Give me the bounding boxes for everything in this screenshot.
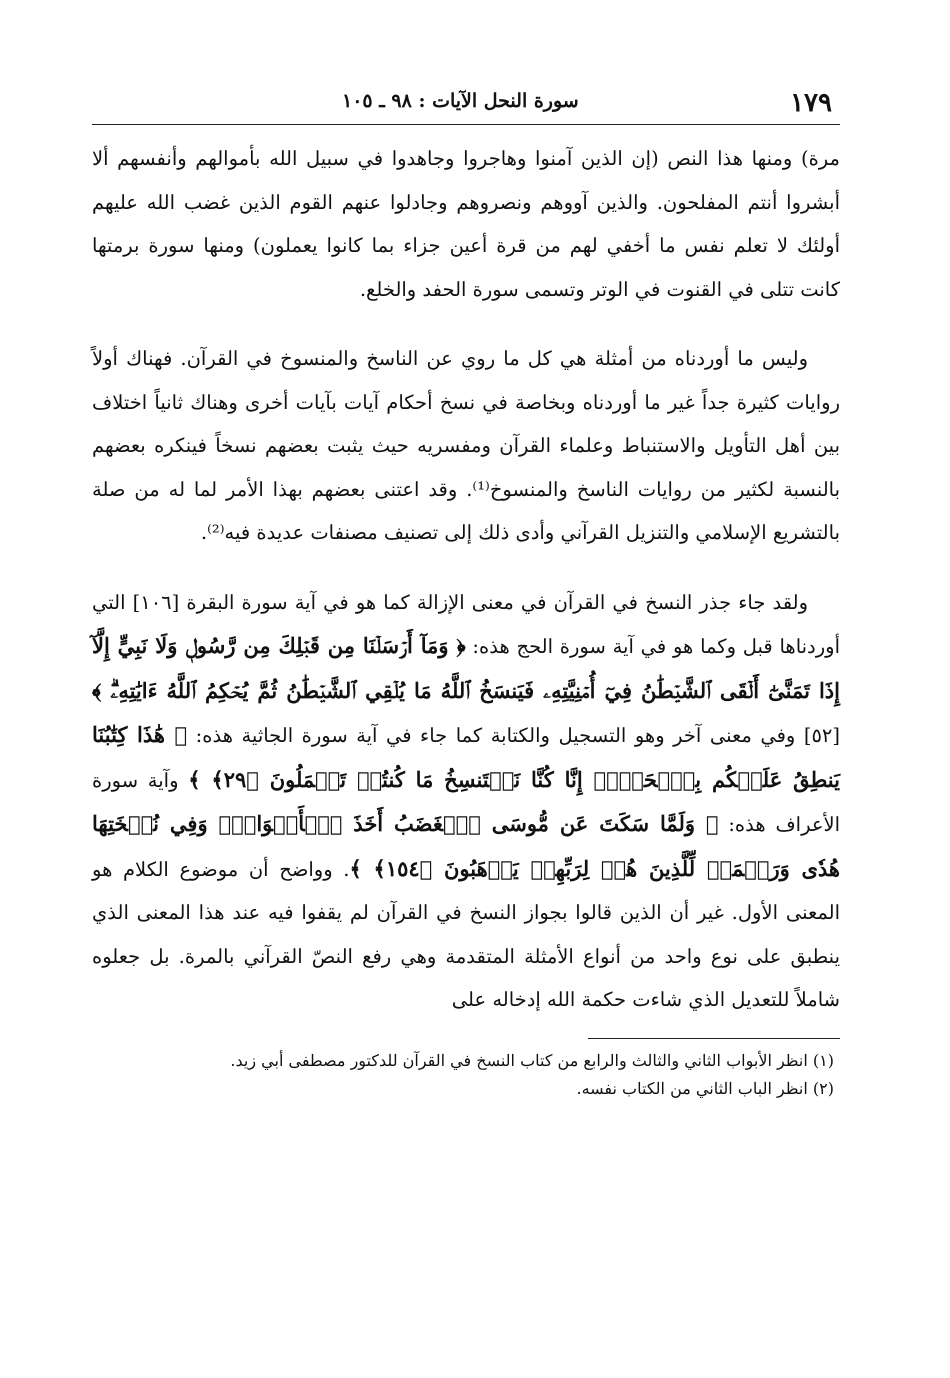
body-text <box>92 137 840 1022</box>
page-header <box>92 84 840 125</box>
footnote-1: (١) انظر الأبواب الثاني والثالث والرابع من كتاب النسخ في القرآن للدكتور مصطفى أبي زيد. <box>230 1050 834 1070</box>
footnote-divider <box>588 1038 840 1039</box>
paragraph-3-text-2: [٥٢] وفي معنى آخر وهو التسجيل والكتابة كما جاء في آية سورة الجاثية هذه: <box>195 724 840 747</box>
paragraph-3-text-4: . وواضح أن موضوع الكلام هو المعنى الأول. غير أن الذين قالوا بجواز النسخ في القرآن لم يقفوا فيه عند هذا المعنى الذي ينطبق على نوع واحد من أنواع الأمثلة المتقدمة وهي رفع النصّ القرآني بالمرة. بل جعلوه شاملاً للتعديل الذي شاءت حكمة الله إدخاله على <box>92 857 840 1011</box>
quran-verse-araf: ﴿ وَلَمَّا سَكَتَ عَن مُّوسَى ٱلۡغَضَبُ أَخَذَ ٱلۡأَلۡوَاحَۖ وَفِي نُسۡخَتِهَا هُدٗى وَرَحۡمَةٞ لِّلَّذِينَ هُمۡ لِرَبِّهِمۡ يَرۡهَبُونَ ﴿١٥٤﴾ ﴾ <box>92 811 840 881</box>
quran-verse-jathiya: ﴿ هَٰذَا كِتَٰبُنَا يَنطِقُ عَلَيۡكُم بِٱلۡحَقِّۚ إِنَّا كُنَّا نَسۡتَنسِخُ مَا كُنتُمۡ تَعۡمَلُونَ ﴿٢٩﴾ ﴾ <box>92 722 840 792</box>
paragraph-3-text-1: ولقد جاء جذر النسخ في القرآن في معنى الإزالة كما هو في آية سورة البقرة [١٠٦] التي أوردناها قبل وكما هو في آية سورة الحج هذه: <box>92 590 840 658</box>
book-page <box>92 84 840 1103</box>
paragraph-1: مرة) ومنها هذا النص (إن الذين آمنوا وهاجروا وجاهدوا في سبيل الله بأموالهم وأنفسهم ألا أبشروا أنتم المفلحون. والذين آووهم ونصروهم وجادلوا عنهم القوم الذين غضب الله عليهم أولئك لا تعلم نفس ما أخفي لهم من قرة أعين جزاء بما كانوا يعملون) ومنها سورة برمتها كانت تتلى في القنوت في الوتر وتسمى سورة الحفد والخلع. <box>92 147 840 301</box>
paragraph-3-text-3: وآية سورة الأعراف هذه: <box>92 768 841 836</box>
footnotes <box>92 1047 840 1103</box>
paragraph-2: وليس ما أوردناه من أمثلة هي كل ما روي عن الناسخ والمنسوخ في القرآن. فهناك أولاً روايات كثيرة جداً غير ما أوردناه وبخاصة في نسخ أحكام آيات بآيات أخرى وهناك ثانياً اختلاف بين أهل التأويل والاستنباط وعلماء القرآن ومفسريه حيث يثبت بعضهم نسخاً فينكره بعضهم بالنسبة لكثير من روايات الناسخ والمنسوخ⁽¹⁾. وقد اعتنى بعضهم بهذا الأمر لما له من صلة بالتشريع الإسلامي والتنزيل القرآني وأدى ذلك إلى تصنيف مصنفات عديدة فيه⁽²⁾. <box>92 347 841 544</box>
running-title: سورة النحل الآيات : ٩٨ ـ ١٠٥ <box>342 90 579 112</box>
paragraph-3 <box>92 581 840 1022</box>
quran-verse-hajj: ﴿ وَمَآ أَرۡسَلۡنَا مِن قَبۡلِكَ مِن رَّسُولٖ وَلَا نَبِيٍّ إِلَّآ إِذَا تَمَنَّىٰٓ أَلۡقَى ٱلشَّيۡطَٰنُ فِيٓ أُمۡنِيَّتِهِۦ فَيَنسَخُ ٱللَّهُ مَا يُلۡقِي ٱلشَّيۡطَٰنُ ثُمَّ يُحۡكِمُ ٱللَّهُ ءَايَٰتِهِۦۗ ﴾ <box>92 633 840 703</box>
footnote-2: (٢) انظر الباب الثاني من الكتاب نفسه. <box>576 1078 834 1098</box>
page-number: ١٧٩ <box>790 88 832 118</box>
